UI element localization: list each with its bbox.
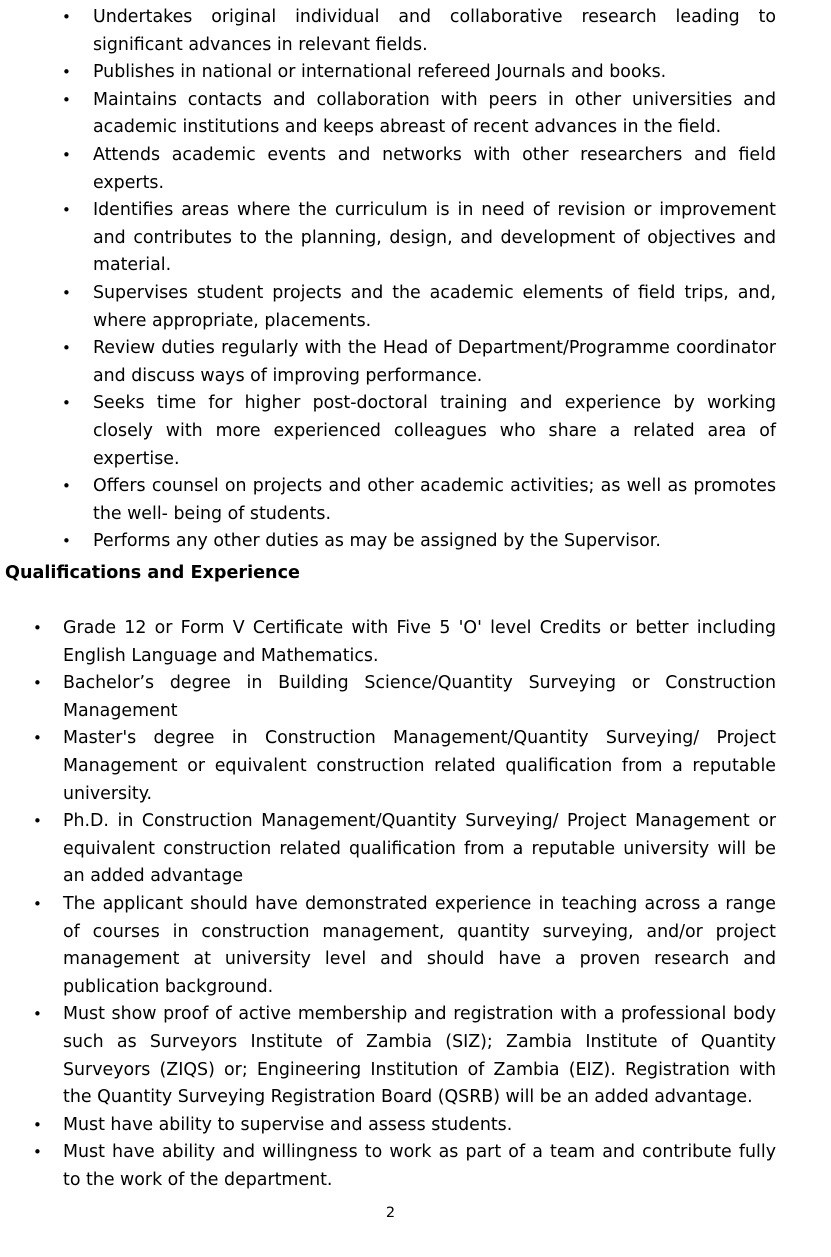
list-item-text: The applicant should have demonstrated experience in teaching across a range of courses in construction management, quantity surveying, and/or project management at university level and should have a proven research and publication background. [63, 893, 776, 997]
list-item-text: Must show proof of active membership and registration with a professional body such as Surveyors Institute of Zambia (SIZ); Zambia Institute of Quantity Surveyors (ZIQS) or; Engineering Institution of Zambia (EIZ). Registration with the Quantity Surveying Registration Board (QSRB) will be an added advantage. [63, 1004, 776, 1108]
list-item [33, 725, 776, 808]
list-item [62, 390, 776, 473]
list-item [62, 142, 776, 197]
bullet-icon: • [62, 394, 71, 413]
list-item [62, 280, 776, 335]
list-item [33, 670, 776, 725]
bullet-icon: • [62, 477, 71, 496]
list-item-text: Must have ability and willingness to work as part of a team and contribute fully to the work of the department. [63, 1142, 776, 1190]
list-item [62, 59, 776, 87]
list-item [62, 4, 776, 59]
list-item-text: Publishes in national or international refereed Journals and books. [93, 62, 667, 83]
list-item-text: Master's degree in Construction Management/Quantity Surveying/ Project Management or equivalent construction related qualification from a reputable university. [63, 728, 776, 804]
list-item [62, 335, 776, 390]
list-item [62, 473, 776, 528]
list-item [62, 87, 776, 142]
list-item-text: Ph.D. in Construction Management/Quantity Surveying/ Project Management or equivalent construction related qualification from a reputable university will be an added advantage [63, 811, 776, 887]
list-item-text: Identifies areas where the curriculum is in need of revision or improvement and contributes to the planning, design, and development of objectives and material. [93, 200, 776, 276]
list-item-text: Supervises student projects and the academic elements of field trips, and, where appropriate, placements. [93, 282, 776, 331]
list-item-text: Must have ability to supervise and assess students. [63, 1114, 513, 1135]
bullet-icon: • [33, 894, 42, 913]
section-heading: Qualifications and Experience [5, 563, 300, 583]
bullet-icon: • [33, 1115, 42, 1134]
bullet-icon: • [33, 1143, 42, 1162]
bullet-icon: • [62, 8, 71, 26]
bullet-icon: • [33, 812, 42, 831]
list-item-text: Seeks time for higher post-doctoral training and experience by working closely with more experienced colleagues who share a related area of expertise. [93, 393, 776, 469]
bullet-icon: • [62, 532, 71, 551]
list-item [62, 197, 776, 280]
list-item-text: Grade 12 or Form V Certificate with Five 5 'O' level Credits or better including English Language and Mathematics. [63, 618, 776, 666]
bullet-icon: • [62, 63, 71, 82]
list-item-text: Attends academic events and networks with other researchers and field experts. [93, 144, 776, 193]
bullet-icon: • [62, 145, 71, 164]
bullet-icon: • [33, 729, 42, 748]
bullet-icon: • [62, 201, 71, 220]
qualifications-list [33, 615, 776, 1194]
list-item-text: Review duties regularly with the Head of Department/Programme coordinator and discuss ways of improving performance. [93, 338, 776, 386]
list-item-text: Performs any other duties as may be assigned by the Supervisor. [93, 531, 661, 552]
bullet-icon: • [33, 674, 42, 693]
list-item [33, 1112, 776, 1140]
bullet-icon: • [62, 283, 71, 302]
list-item [33, 891, 776, 1001]
list-item [33, 615, 776, 670]
list-item [33, 1001, 776, 1111]
list-item-text: Maintains contacts and collaboration with peers in other universities and academic institutions and keeps abreast of recent advances in the field. [93, 89, 776, 138]
duties-list [62, 4, 776, 556]
bullet-icon: • [33, 1005, 42, 1024]
bullet-icon: • [62, 90, 71, 109]
list-item-text: Undertakes original individual and collaborative research leading to significant advances in relevant fields. [93, 7, 776, 55]
list-item [33, 808, 776, 891]
bullet-icon: • [62, 339, 71, 358]
list-item-text: Offers counsel on projects and other academic activities; as well as promotes the well- being of students. [93, 476, 776, 524]
list-item-text: Bachelor’s degree in Building Science/Quantity Surveying or Construction Management [63, 673, 776, 721]
bullet-icon: • [33, 619, 42, 637]
list-item [62, 528, 776, 556]
page-number: 2 [385, 1205, 396, 1221]
list-item [33, 1139, 776, 1194]
